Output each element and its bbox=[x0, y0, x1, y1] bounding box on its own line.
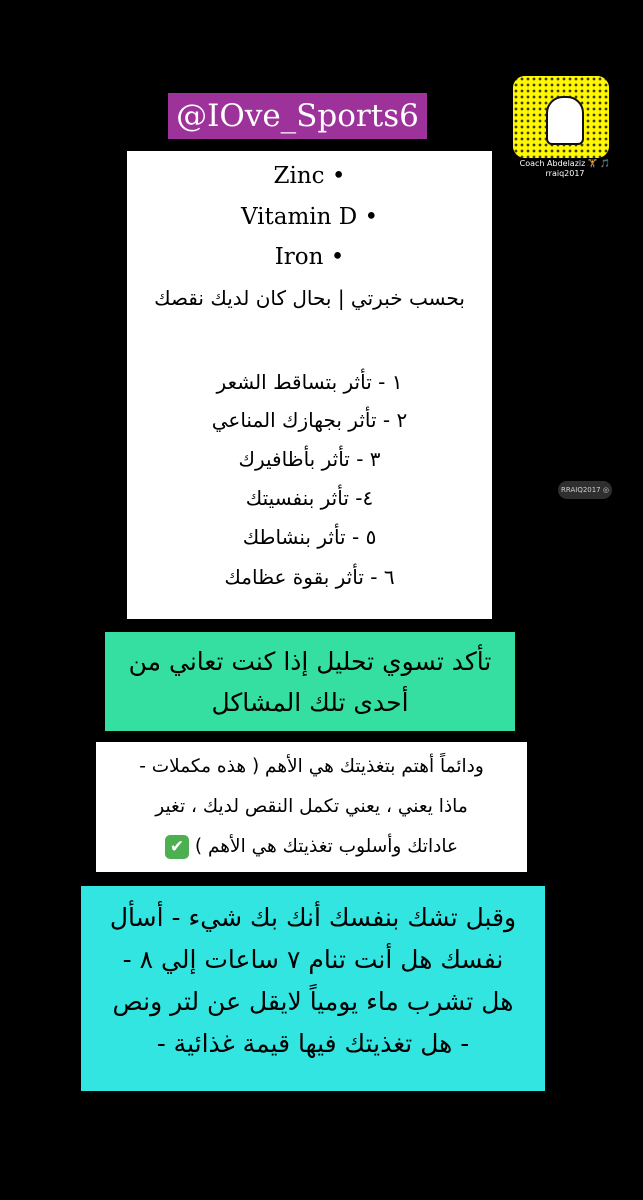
nutrition-line: عاداتك وأسلوب تغذيتك هي الأهم ) bbox=[194, 836, 459, 857]
supplement-vitamin-d: Vitamin D • bbox=[240, 204, 379, 230]
effect-item: ١ - تأثر بتساقط الشعر bbox=[216, 370, 403, 394]
supplements-card bbox=[127, 151, 492, 619]
nutrition-note-box bbox=[96, 742, 527, 872]
effect-item: ٣ - تأثر بأظافيرك bbox=[238, 447, 381, 471]
self-check-line: وقبل تشك بنفسك أنك بك شيء - أسأل bbox=[109, 903, 517, 932]
snapcode-icon[interactable] bbox=[513, 76, 609, 158]
check-icon: ✔ bbox=[165, 835, 189, 859]
effect-item: ٦ - تأثر بقوة عظامك bbox=[224, 565, 395, 589]
nutrition-line: ودائماً أهتم بتغذيتك هي الأهم ( هذه مكملات - bbox=[139, 756, 484, 777]
snapcode-caption-name: Coach Abdelaziz 🏋️ 🎵 bbox=[519, 159, 611, 168]
supplement-zinc: Zinc • bbox=[273, 163, 346, 189]
nutrition-line: ماذا يعني ، يعني تكمل النقص لديك ، تغير bbox=[155, 796, 468, 817]
self-check-line: - هل تغذيتك فيها قيمة غذائية - bbox=[156, 1029, 470, 1058]
analysis-tip-box bbox=[105, 632, 515, 731]
experience-line: بحسب خبرتي | بحال كان لديك نقصك bbox=[154, 286, 465, 310]
supplement-iron: Iron • bbox=[274, 244, 345, 270]
effect-item: ٤- تأثر بنفسيتك bbox=[245, 486, 374, 510]
effect-item: ٢ - تأثر بجهازك المناعي bbox=[211, 408, 408, 432]
snapcode-caption-username: rraiq2017 bbox=[545, 169, 585, 178]
reply-bubble[interactable]: RRAIQ2017 ◎ bbox=[558, 481, 612, 499]
self-check-line: هل تشرب ماء يومياً لايقل عن لتر ونص bbox=[112, 987, 514, 1016]
account-handle: @IOve_Sports6 bbox=[168, 93, 427, 139]
analysis-line: أحدى تلك المشاكل bbox=[211, 688, 409, 717]
self-check-line: نفسك هل أنت تنام ٧ ساعات إلي ٨ - bbox=[122, 945, 504, 974]
analysis-line: تأكد تسوي تحليل إذا كنت تعاني من bbox=[128, 647, 492, 676]
self-check-box bbox=[81, 886, 545, 1091]
snapcode-caption bbox=[505, 159, 625, 179]
effect-item: ٥ - تأثر بنشاطك bbox=[242, 525, 377, 549]
